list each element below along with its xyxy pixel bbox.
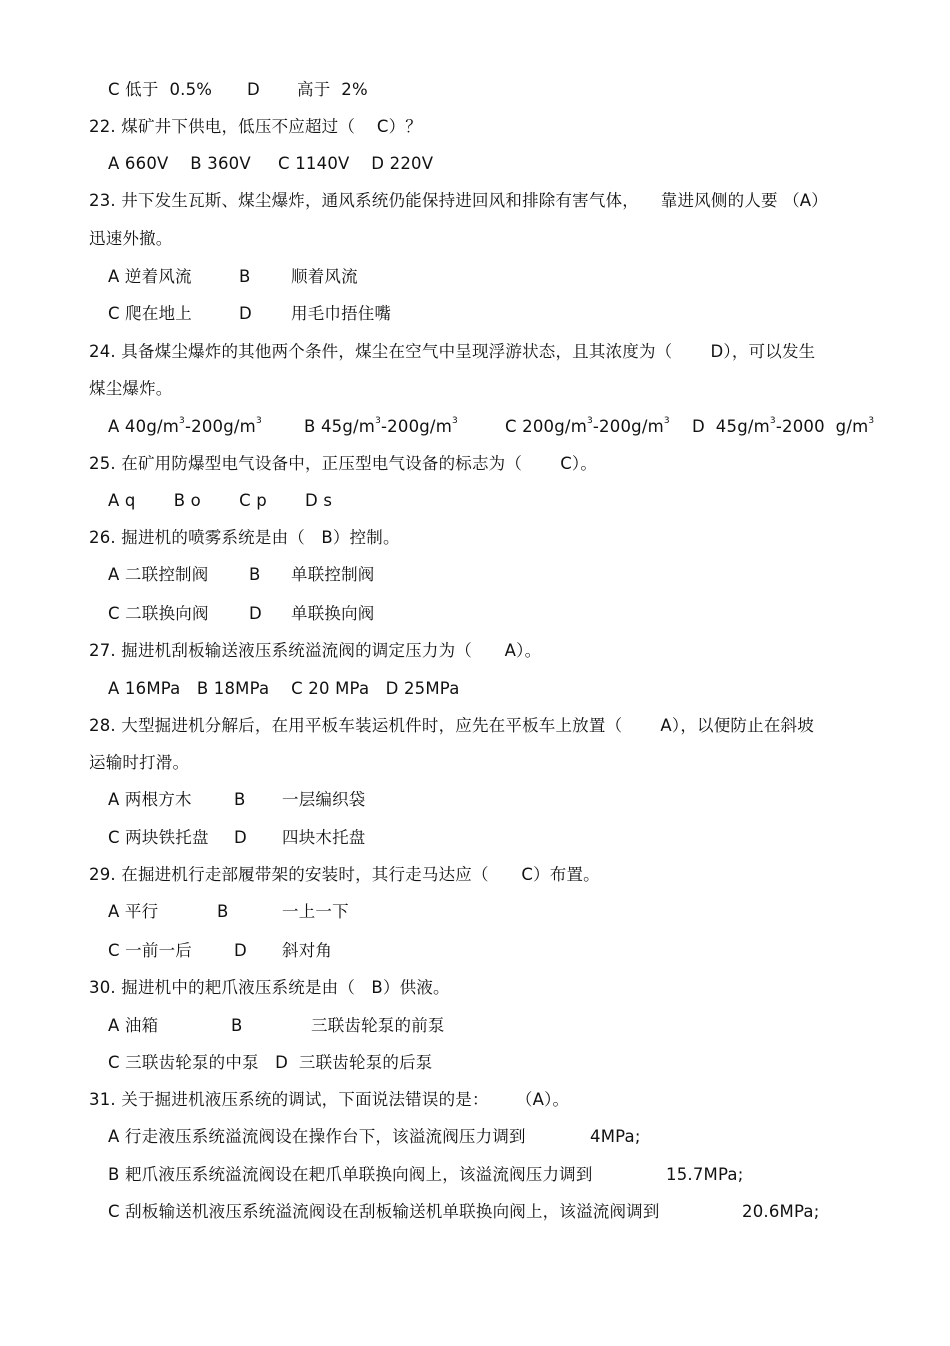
- option-text: B: [234, 790, 246, 809]
- option-cell: [304, 416, 458, 438]
- option-cell: [666, 1164, 743, 1186]
- option-cell: [108, 266, 192, 288]
- option-text: D: [249, 604, 262, 623]
- answer-options: A 660V B 360V C 1140V D 220V: [108, 154, 434, 173]
- question-text: 29. 在掘进机行走部履带架的安装时，其行走马达应（ C）布置。: [89, 865, 600, 884]
- option-text: B: [231, 1016, 243, 1035]
- unit-superscript: 3: [868, 416, 875, 426]
- unit-superscript: 3: [586, 416, 593, 426]
- answer-options: A 16MPa B 18MPa C 20 MPa D 25MPa: [108, 679, 460, 698]
- option-cell: [108, 564, 208, 586]
- option-cell: [590, 1126, 641, 1148]
- option-cell: [234, 827, 247, 849]
- option-text: 用毛巾捂住嘴: [291, 304, 392, 323]
- question-text: 31. 关于掘进机液压系统的调试，下面说法错误的是： （A）。: [89, 1090, 570, 1109]
- option-text: B 耙爪液压系统溢流阀设在耙爪单联换向阀上，该溢流阀压力调到: [108, 1165, 593, 1184]
- option-text: A 油箱: [108, 1016, 159, 1035]
- option-cell: [108, 827, 209, 849]
- option-text: B 45g/m: [304, 417, 376, 436]
- option-cell: [108, 1164, 593, 1186]
- option-cell: [239, 266, 251, 288]
- option-text: C 一前一后: [108, 941, 192, 960]
- option-text: C 低于 0.5%: [108, 80, 213, 99]
- option-text: B: [217, 902, 229, 921]
- question-text: 30. 掘进机中的耙爪液压系统是由（ B）供液。: [89, 978, 450, 997]
- option-cell: [249, 603, 262, 625]
- option-text: 4MPa;: [590, 1127, 641, 1146]
- option-cell: [239, 303, 252, 325]
- option-text: D: [234, 941, 247, 960]
- option-text: -200g/m: [592, 417, 664, 436]
- option-cell: [692, 416, 874, 438]
- option-cell: [108, 416, 262, 438]
- option-cell: [282, 940, 332, 962]
- option-cell: [108, 940, 192, 962]
- option-text: B: [249, 565, 261, 584]
- option-text: 单联换向阀: [291, 604, 375, 623]
- option-text: 15.7MPa;: [666, 1165, 744, 1184]
- option-text: 单联控制阀: [291, 565, 375, 584]
- option-cell: [234, 789, 246, 811]
- option-cell: [108, 303, 192, 325]
- option-text: 顺着风流: [291, 267, 358, 286]
- option-text: 20.6MPa;: [742, 1202, 820, 1221]
- option-cell: [108, 1201, 660, 1223]
- option-text: 斜对角: [282, 941, 333, 960]
- option-text: 四块木托盘: [282, 828, 366, 847]
- option-cell: [108, 789, 192, 811]
- option-text: A 平行: [108, 902, 159, 921]
- option-text: A 二联控制阀: [108, 565, 209, 584]
- option-text: C 200g/m: [505, 417, 587, 436]
- option-cell: [291, 564, 375, 586]
- unit-superscript: 3: [255, 416, 262, 426]
- question-text: 23. 井下发生瓦斯、煤尘爆炸，通风系统仍能保持进回风和排除有害气体， 靠进风侧的人要 （A）: [89, 191, 828, 210]
- unit-superscript: 3: [769, 416, 776, 426]
- option-cell: [282, 901, 349, 923]
- unit-superscript: 3: [375, 416, 382, 426]
- option-text: -200g/m: [381, 417, 452, 436]
- option-text: 高于 2%: [297, 80, 368, 99]
- question-text: 27. 掘进机刮板输送液压系统溢流阀的调定压力为（ A）。: [89, 641, 542, 660]
- option-text: D: [247, 80, 260, 99]
- answer-options: A q B o C p D s: [108, 491, 333, 510]
- option-text: A 40g/m: [108, 417, 180, 436]
- question-text-continued: 迅速外撤。: [89, 229, 173, 248]
- option-text: C 两块铁托盘: [108, 828, 209, 847]
- unit-superscript: 3: [663, 416, 670, 426]
- unit-superscript: 3: [451, 416, 458, 426]
- option-cell: [282, 789, 366, 811]
- option-cell: [217, 901, 229, 923]
- option-text: 三联齿轮泵的前泵: [311, 1016, 445, 1035]
- option-text: 一层编织袋: [282, 790, 366, 809]
- option-cell: [505, 416, 670, 438]
- option-cell: [249, 564, 261, 586]
- option-text: -200g/m: [184, 417, 256, 436]
- question-text-continued: 煤尘爆炸。: [89, 379, 173, 398]
- option-cell: [231, 1015, 243, 1037]
- option-cell: [247, 79, 260, 101]
- option-text: 一上一下: [282, 902, 349, 921]
- option-cell: [108, 1126, 526, 1148]
- option-text: -2000 g/m: [775, 417, 869, 436]
- option-text: C 爬在地上: [108, 304, 192, 323]
- question-text: 22. 煤矿井下供电，低压不应超过（ C）？: [89, 117, 422, 136]
- option-text: D 45g/m: [692, 417, 770, 436]
- unit-superscript: 3: [179, 416, 185, 426]
- question-text-continued: 运输时打滑。: [89, 753, 190, 772]
- question-text: 25. 在矿用防爆型电气设备中，正压型电气设备的标志为（ C）。: [89, 454, 598, 473]
- option-text: A 两根方木: [108, 790, 192, 809]
- option-cell: [291, 603, 375, 625]
- option-cell: [108, 603, 209, 625]
- answer-options: C 三联齿轮泵的中泵 D 三联齿轮泵的后泵: [108, 1053, 433, 1072]
- question-text: 28. 大型掘进机分解后，在用平板车装运机件时，应先在平板车上放置（ A），以便防止在斜坡: [89, 716, 814, 735]
- option-cell: [234, 940, 247, 962]
- option-text: B: [239, 267, 251, 286]
- option-cell: [291, 303, 391, 325]
- option-cell: [742, 1201, 819, 1223]
- option-cell: [311, 1015, 445, 1037]
- option-cell: [282, 827, 366, 849]
- option-text: D: [234, 828, 247, 847]
- option-cell: [108, 79, 212, 101]
- option-text: C 刮板输送机液压系统溢流阀设在刮板输送机单联换向阀上，该溢流阀调到: [108, 1202, 660, 1221]
- option-cell: [108, 1015, 158, 1037]
- option-text: D: [239, 304, 252, 323]
- question-text: 24. 具备煤尘爆炸的其他两个条件，煤尘在空气中呈现浮游状态，且其浓度为（ D），可以发生: [89, 342, 816, 361]
- option-text: A 逆着风流: [108, 267, 192, 286]
- option-text: C 二联换向阀: [108, 604, 209, 623]
- option-cell: [297, 79, 368, 101]
- option-cell: [291, 266, 358, 288]
- question-text: 26. 掘进机的喷雾系统是由（ B）控制。: [89, 528, 400, 547]
- option-text: A 行走液压系统溢流阀设在操作台下，该溢流阀压力调到: [108, 1127, 526, 1146]
- option-cell: [108, 901, 158, 923]
